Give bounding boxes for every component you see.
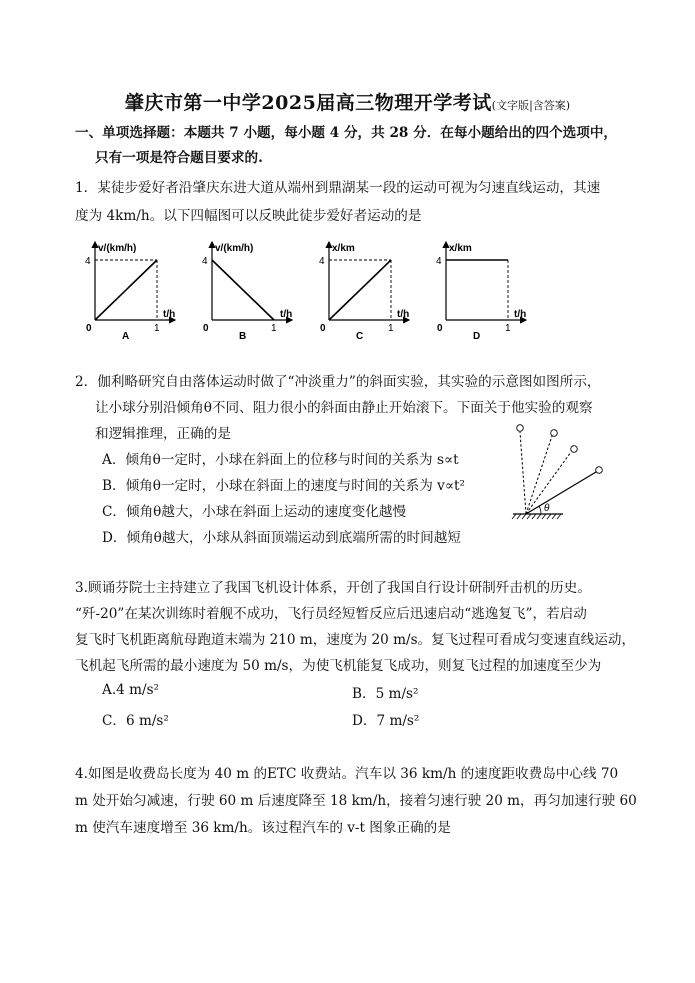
incline-diagram — [508, 420, 608, 522]
title-main: 肇庆市第一中学2025届高三物理开学考试 — [124, 92, 492, 114]
y-tick-label: 4 — [202, 256, 208, 267]
y-tick-label: 4 — [436, 256, 442, 267]
q3-text-line3: 复飞时飞机距离航母跑道末端为 210 m，速度为 20 m/s。复飞过程可看成匀变速直线运动， — [75, 632, 636, 648]
q2-text-line1: 2．伽利略研究自由落体运动时做了“冲淡重力”的斜面实验，其实验的示意图如图所示， — [75, 374, 601, 390]
y-axis-label: x/km — [449, 243, 472, 254]
graph-C — [319, 242, 409, 342]
x-tick-label: 1 — [271, 323, 277, 334]
q1-text-line2: 度为 4km/h。以下四幅图可以反映此徒步爱好者运动的是 — [75, 208, 422, 224]
q4-text-line3: m 使汽车速度增至 36 km/h。该过程汽车的 v-t 图象正确的是 — [75, 820, 451, 836]
y-axis-label: v/(km/h) — [215, 243, 254, 254]
q3-option-b: B．5 m/s² — [352, 686, 419, 702]
page-title — [0, 88, 695, 115]
q2-text-line3: 和逻辑推理，正确的是 — [95, 426, 231, 442]
q4-text-line2: m 处开始匀减速，行驶 60 m 后速度降至 18 km/h，接着匀速行驶 20 m，再匀加速行驶 60 — [75, 793, 637, 809]
x-axis-label: t/h — [280, 309, 293, 320]
q3-text-line4: 飞机起飞所需的最小速度为 50 m/s，为使飞机能复飞成功，则复飞过程的加速度至少为 — [75, 658, 602, 674]
origin-label: 0 — [203, 323, 209, 334]
graph-line — [95, 260, 157, 320]
x-tick-label: 1 — [388, 323, 394, 334]
q3-text-line1: 3.顾诵芬院士主持建立了我国飞机设计体系，开创了我国自行设计研制歼击机的历史。 — [75, 580, 591, 596]
y-tick-label: 4 — [319, 256, 325, 267]
x-axis-label: t/h — [163, 309, 176, 320]
x-tick-label: 1 — [505, 323, 511, 334]
q1-text-line1: 1．某徒步爱好者沿肇庆东进大道从端州到鼎湖某一段的运动可视为匀速直线运动，其速 — [75, 180, 601, 196]
q2-text-line2: 让小球分别沿倾角θ不同、阻力很小的斜面由静止开始滚下。下面关于他实验的观察 — [95, 400, 593, 416]
q3-option-d: D．7 m/s² — [352, 713, 420, 729]
origin-label: 0 — [86, 323, 92, 334]
graph-line — [212, 260, 274, 320]
y-axis-label: x/km — [332, 243, 355, 254]
q2-option-a: A．倾角θ一定时，小球在斜面上的位移与时间的关系为 s∝t — [102, 452, 459, 468]
graph-line — [329, 260, 391, 320]
theta-label: θ — [544, 503, 550, 514]
graph-letter: A — [122, 331, 130, 342]
q2-option-c: C．倾角θ越大，小球在斜面上运动的速度变化越慢 — [102, 504, 407, 520]
graph-A — [85, 242, 175, 342]
origin-label: 0 — [437, 323, 443, 334]
x-axis-label: t/h — [514, 309, 527, 320]
q3-text-line2: “歼-20”在某次训练时着舰不成功，飞行员经短暂反应后迅速启动“逃逸复飞”，若启动 — [75, 606, 587, 622]
graph-D — [436, 242, 526, 342]
q4-text-line1: 4.如图是收费岛长度为 40 m 的ETC 收费站。汽车以 36 km/h 的速度距收费岛中心线 70 — [75, 766, 619, 782]
graph-B — [202, 242, 292, 342]
x-axis-label: t/h — [397, 309, 410, 320]
q2-option-d: D．倾角θ越大，小球从斜面顶端运动到底端所需的时间越短 — [102, 530, 461, 546]
title-sub: (文字版|含答案) — [491, 99, 571, 112]
origin-label: 0 — [320, 323, 326, 334]
y-axis-label: v/(km/h) — [98, 243, 137, 254]
graph-letter: C — [356, 331, 364, 342]
x-tick-label: 1 — [154, 323, 160, 334]
q3-option-c: C．6 m/s² — [102, 713, 169, 729]
q2-option-b: B．倾角θ一定时，小球在斜面上的速度与时间的关系为 v∝t² — [102, 478, 465, 494]
graph-letter: B — [239, 331, 247, 342]
q3-option-a: A.4 m/s² — [102, 682, 160, 698]
graph-letter: D — [473, 331, 481, 342]
y-tick-label: 4 — [85, 256, 91, 267]
section-header: 一、单项选择题：本题共 7 小题，每小题 4 分，共 28 分．在每小题给出的四个选项中， — [75, 125, 618, 141]
q1-graphs — [78, 238, 548, 346]
section-header-cont: 只有一项是符合题目要求的. — [95, 150, 263, 166]
